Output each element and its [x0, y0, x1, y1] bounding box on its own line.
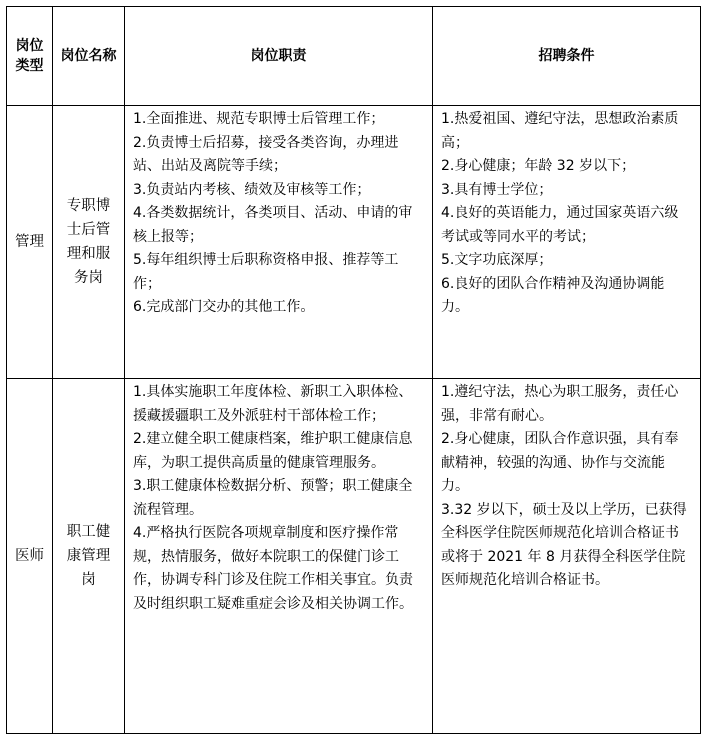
duty-item: 4.各类数据统计，各类项目、活动、申请的审核上报等；	[133, 205, 413, 245]
position-name-cell: 专职博士后管理和服务岗	[53, 106, 125, 379]
requirement-item: 4.良好的英语能力，通过国家英语六级考试或等同水平的考试；	[441, 205, 679, 245]
table-row-management	[7, 106, 701, 379]
duty-item: 1.全面推进、规范专职博士后管理工作；	[133, 111, 385, 127]
requirements-cell	[433, 379, 701, 734]
duty-item: 2.建立健全职工健康档案，维护职工健康信息库，为职工提供高质量的健康管理服务。	[133, 431, 413, 471]
requirement-item: 1.遵纪守法，热心为职工服务，责任心强，非常有耐心。	[441, 384, 679, 424]
header-position-type: 岗位类型	[7, 7, 53, 106]
duty-item: 4.严格执行医院各项规章制度和医疗操作常规，热情服务，做好本院职工的保健门诊工作，协调专科门诊及住院工作相关事宜。负责及时组织职工疑难重症会诊及相关协调工作。	[133, 525, 413, 612]
duty-item: 5.每年组织博士后职称资格申报、推荐等工作；	[133, 252, 399, 292]
requirement-item: 2.身心健康；年龄 32 岁以下；	[441, 158, 636, 174]
duties-cell	[125, 379, 433, 734]
position-name-cell: 职工健康管理岗	[53, 379, 125, 734]
requirement-item: 2.身心健康，团队合作意识强，具有奉献精神，较强的沟通、协作与交流能力。	[441, 431, 679, 494]
requirement-item: 1.热爱祖国、遵纪守法，思想政治素质高；	[441, 111, 679, 151]
requirement-item: 6.良好的团队合作精神及沟通协调能力。	[441, 275, 665, 315]
duty-item: 1.具体实施职工年度体检、新职工入职体检、援藏援疆职工及外派驻村干部体检工作；	[133, 384, 413, 424]
recruitment-table	[6, 6, 701, 734]
duty-item: 3.负责站内考核、绩效及审核等工作；	[133, 181, 371, 198]
duty-item: 2.负责博士后招募，接受各类咨询，办理进站、出站及离院等手续；	[133, 134, 399, 174]
position-type-cell: 医师	[7, 379, 53, 734]
duty-item: 6.完成部门交办的其他工作。	[133, 299, 315, 315]
requirement-item: 3.32 岁以下，硕士及以上学历，已获得全科医学住院医师规范化培训合格证书或将于 2021 年 8 月获得全科医学住院医师规范化培训合格证书。	[441, 501, 687, 588]
header-requirements: 招聘条件	[433, 7, 701, 106]
requirement-item: 5.文字功底深厚；	[441, 252, 553, 268]
table-row-physician	[7, 379, 701, 734]
header-row	[7, 7, 701, 106]
duties-cell	[125, 106, 433, 379]
requirement-item: 3.具有博士学位；	[441, 181, 553, 198]
header-position-name: 岗位名称	[53, 7, 125, 106]
duty-item: 3.职工健康体检数据分析、预警；职工健康全流程管理。	[133, 478, 413, 518]
position-type-cell: 管理	[7, 106, 53, 379]
requirements-cell	[433, 106, 701, 379]
header-duties: 岗位职责	[125, 7, 433, 106]
